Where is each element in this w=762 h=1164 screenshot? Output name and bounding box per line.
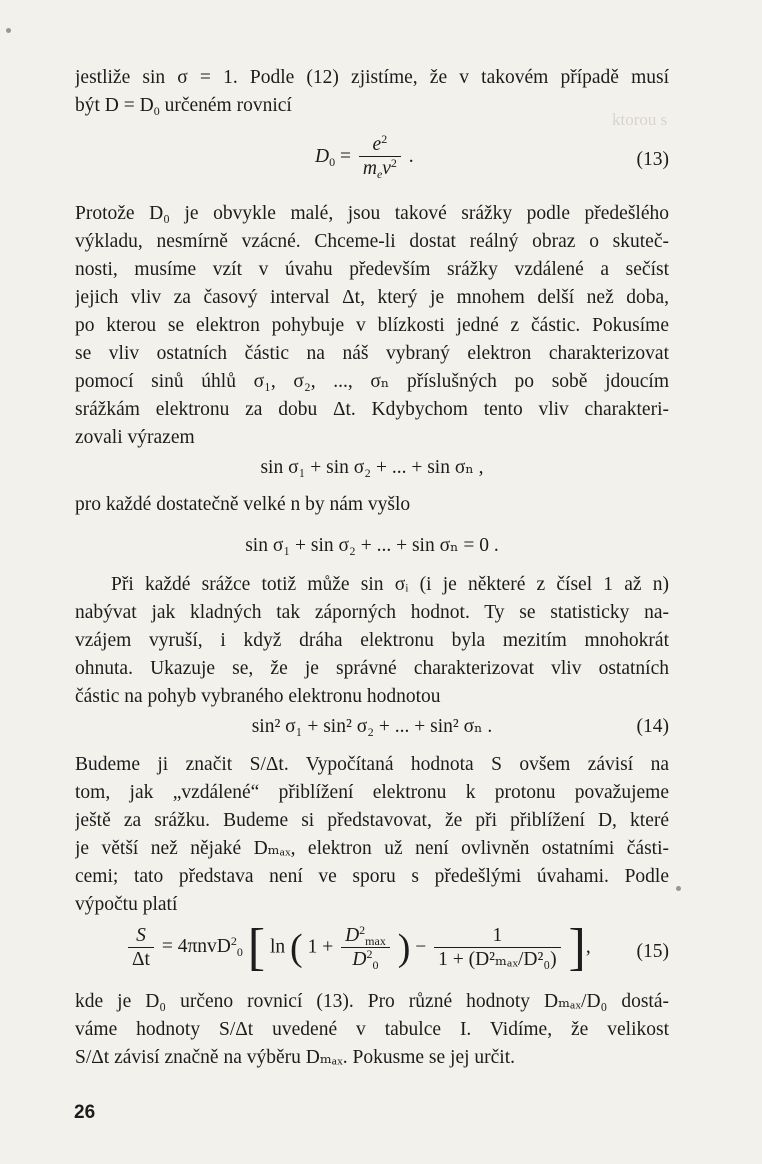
para4-line: ohnuta. Ukazuje se, že je správné charakterizovat vliv ostatních [75, 658, 669, 679]
equation-13 [75, 130, 669, 190]
show-through-text: ktorou s [612, 110, 668, 129]
equation-15 [75, 918, 669, 988]
para5-line: cemi; tato představa není ve sporu s předešlými úvahami. Podle [75, 866, 669, 887]
para2-line: Protože D₀ je obvykle malé, jsou takové srážky podle předešlého [75, 203, 669, 224]
equation-15-body: $\frac{S}{\Delta t}$ = 4πnvD$^2_0$ [ ln ( 1 + $\frac{D^2_{max}}{D^2_0}$ ) − $\frac{1}{\text{1 + (D²ₘₐₓ/D²₀)}}$ ], [125, 922, 591, 974]
para1-line1: jestliže sin σ = 1. Podle (12) zjistíme, že v takovém případě musí [75, 67, 669, 88]
para4-line: částic na pohyb vybraného elektronu hodnotou [75, 686, 441, 707]
para6-line: váme hodnoty S/Δt uvedené v tabulce I. Vidíme, že velikost [75, 1019, 669, 1040]
para2-line: po kterou se elektron pohybuje v blízkosti jedné z částic. Pokusíme [75, 315, 669, 336]
para4-line: vzájem vyruší, i když dráha elektronu byla mezitím mnohokrát [75, 630, 669, 651]
para6-line: S/Δt závisí značně na výběru Dₘₐₓ. Pokusme se jej určit. [75, 1047, 516, 1068]
para5-line: ještě za srážku. Budeme si představovat, že při přiblížení D, které [75, 810, 669, 831]
para4-line: nabývat jak kladných tak záporných hodnot. Ty se statisticky na- [75, 602, 669, 623]
para2-line: zovali výrazem [75, 427, 195, 448]
scan-speck [676, 886, 681, 891]
para5-line: tom, jak „vzdálené“ přiblížení elektronu k protonu považujeme [75, 782, 669, 803]
para4-line: Při každé srážce totiž může sin σᵢ (i je některé z čísel 1 až n) [111, 574, 669, 595]
para6-line: kde je D₀ určeno rovnicí (13). Pro různé hodnoty Dₘₐₓ/D₀ dostá- [75, 991, 669, 1012]
eq15-dmax-fraction: $\frac{D^2_{max}}{D^2_0}$ [341, 925, 390, 972]
page-number: 26 [74, 1102, 96, 1123]
eq13-fraction: $\frac{e^2}{m_ev^2}$ [359, 134, 401, 181]
para2-line: výkladu, nesmírně vzácné. Chceme-li dostat reálný obraz o skuteč- [75, 231, 669, 252]
equation-14-body: sin² σ₁ + sin² σ₂ + ... + sin² σₙ . [251, 716, 493, 737]
para5-line: je větší než nějaké Dₘₐₓ, elektron už není ovlivněn ostatními části- [75, 838, 669, 859]
para2-line: jejich vliv za časový interval Δt, který je mnohem delší než doba, [75, 287, 669, 308]
para2-line: srážkám elektronu za dobu Δt. Kdybychom tento vliv charakteri- [75, 399, 669, 420]
equation-13-body: $D_0$ = $\frac{e^2}{m_ev^2}$ . [315, 132, 414, 181]
scan-speck [6, 28, 11, 33]
eq15-lhs-fraction: $\frac{S}{\Delta t}$ [128, 925, 154, 972]
equation-14 [75, 713, 669, 741]
equation-14-number: (14) [636, 716, 669, 737]
sum-expression-2: sin σ₁ + sin σ₂ + ... + sin σₙ = 0 . [245, 535, 499, 556]
equation-15-number: (15) [636, 941, 669, 962]
para3-line: pro každé dostatečně velké n by nám vyšlo [75, 494, 411, 515]
eq15-right-fraction: $\frac{1}{\text{1 + (D²ₘₐₓ/D²₀)}}$ [434, 925, 561, 972]
equation-13-number: (13) [636, 149, 669, 170]
para2-line: pomocí sinů úhlů σ₁, σ₂, ..., σₙ příslušných po sobě jdoucím [75, 371, 669, 392]
para2-line: se vliv ostatních částic na náš vybraný elektron charakterizovat [75, 343, 669, 364]
para5-line: Budeme ji značit S/Δt. Vypočítaná hodnota S ovšem závisí na [75, 754, 669, 775]
para2-line: nosti, musíme vzít v úvahu především srážky vzdálené a sečíst [75, 259, 669, 280]
para5-line: výpočtu platí [75, 894, 178, 915]
sum-expression-1: sin σ₁ + sin σ₂ + ... + sin σₙ , [260, 457, 484, 478]
para1-line2: být $D = D_0$ určeném rovnicí [75, 95, 292, 118]
